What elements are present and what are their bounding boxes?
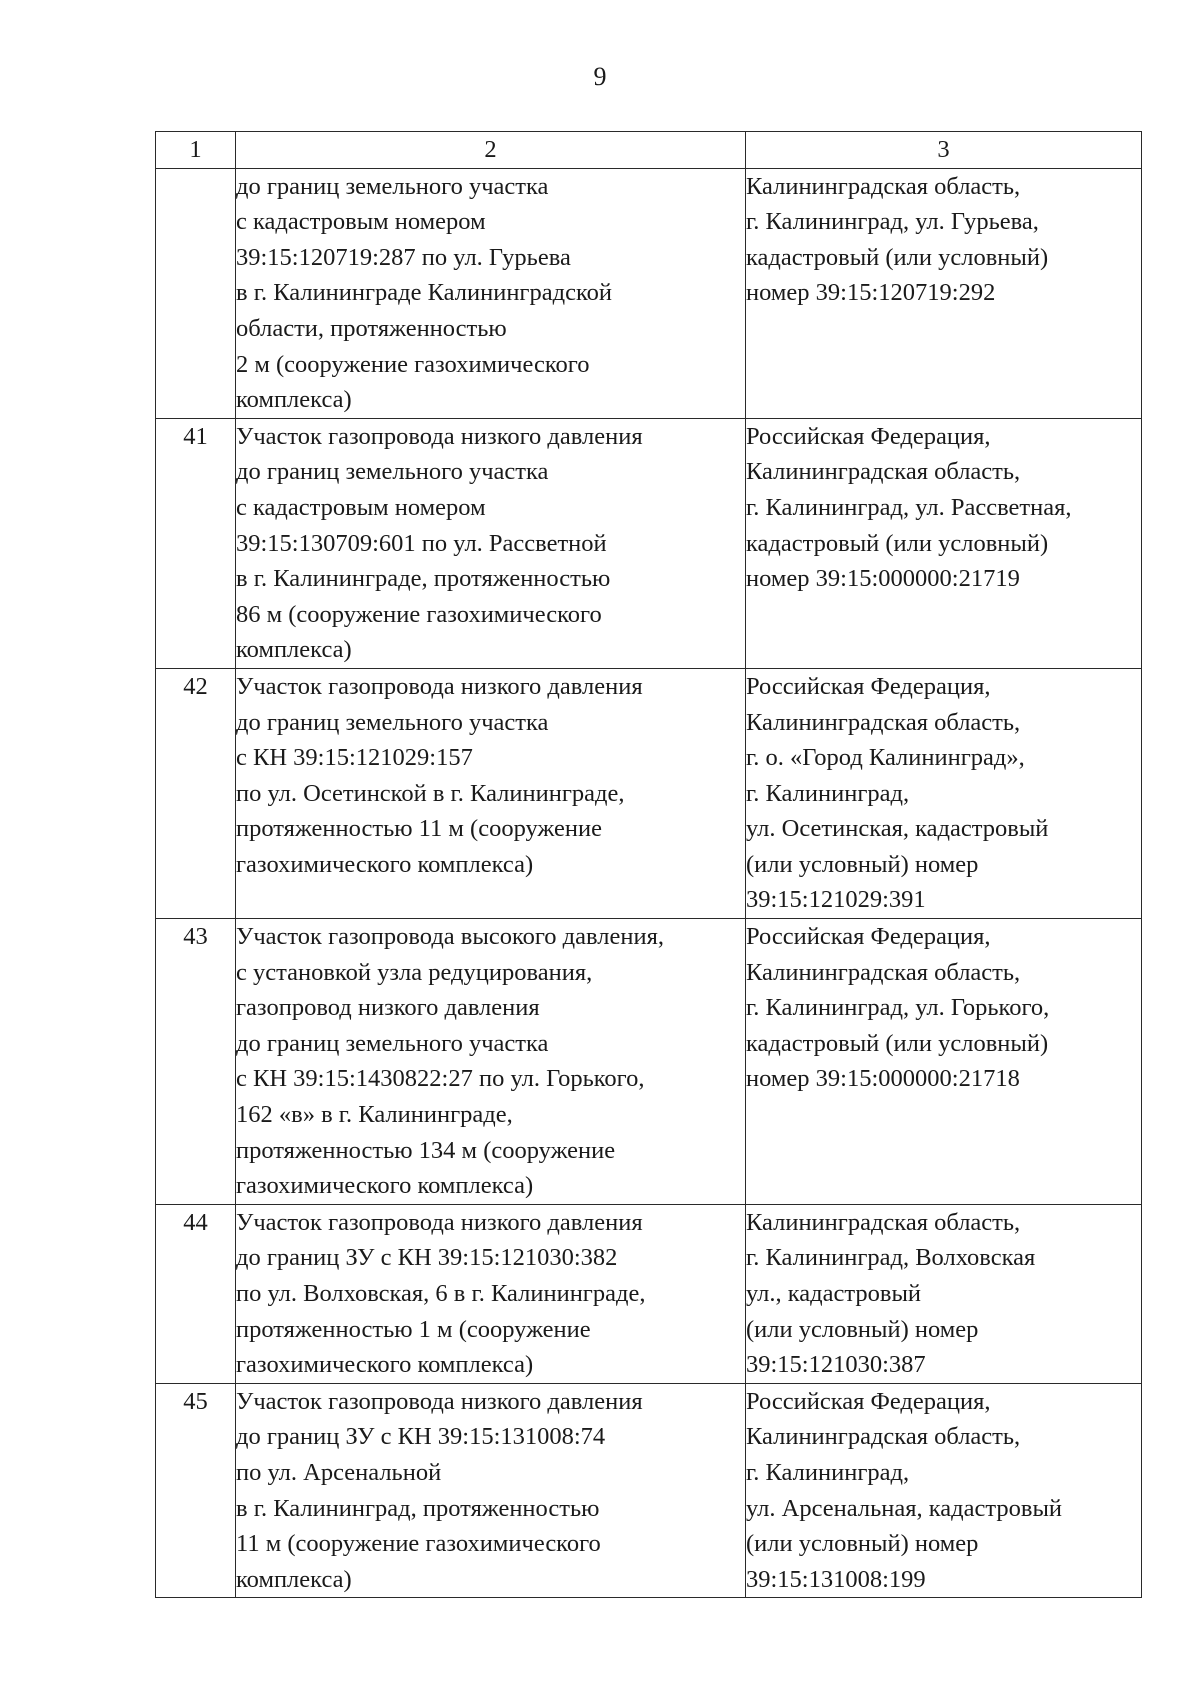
address-cell (746, 168, 1142, 418)
address-line: (или условный) номер (746, 850, 979, 878)
address-cell (746, 919, 1142, 1205)
address-line: г. Калининград, ул. Рассветная, (746, 493, 1072, 521)
description-line: в г. Калининград, протяженностью (236, 1494, 600, 1522)
registry-table (155, 131, 1142, 1598)
address-line: Калининградская область, (746, 172, 1021, 200)
address-line: 39:15:131008:199 (746, 1565, 926, 1593)
table-header-row (156, 132, 1142, 169)
description-line: в г. Калининграде, протяженностью (236, 565, 611, 593)
description-line: Участок газопровода низкого давления (236, 672, 643, 700)
description-line: по ул. Арсенальной (236, 1458, 442, 1486)
address-line: 39:15:121030:387 (746, 1351, 926, 1379)
description-line: Участок газопровода низкого давления (236, 422, 643, 450)
description-line: с КН 39:15:1430822:27 по ул. Горького, (236, 1065, 645, 1093)
address-cell (746, 1204, 1142, 1383)
address-line: ул. Осетинская, кадастровый (746, 815, 1049, 843)
address-line: г. Калининград, ул. Горького, (746, 994, 1050, 1022)
description-line: комплекса) (236, 636, 352, 664)
description-cell (236, 418, 746, 668)
description-line: протяженностью 1 м (сооружение (236, 1315, 591, 1343)
description-line: с кадастровым номером (236, 493, 486, 521)
description-line: газопровод низкого давления (236, 994, 540, 1022)
address-cell (746, 1383, 1142, 1598)
address-line: Калининградская область, (746, 1423, 1021, 1451)
description-line: до границ земельного участка (236, 708, 549, 736)
description-line: Участок газопровода низкого давления (236, 1387, 643, 1415)
description-line: газохимического комплекса) (236, 850, 534, 878)
row-number-cell (156, 168, 236, 418)
address-line: Российская Федерация, (746, 1387, 991, 1415)
address-line: (или условный) номер (746, 1530, 979, 1558)
description-line: по ул. Волховская, 6 в г. Калининграде, (236, 1280, 646, 1307)
address-line: 39:15:121029:391 (746, 886, 926, 914)
description-line: в г. Калининграде Калининградской (236, 279, 612, 307)
address-line: Калининградская область, (746, 708, 1021, 736)
description-cell (236, 1204, 746, 1383)
description-line: 11 м (сооружение газохимического (236, 1530, 601, 1558)
description-line: до границ земельного участка (236, 458, 549, 486)
page-number: 9 (593, 62, 607, 91)
column-header-description: 2 (236, 132, 746, 169)
description-line: комплекса) (236, 1565, 352, 1593)
table-row (156, 668, 1142, 918)
address-line: кадастровый (или условный) (746, 1029, 1049, 1057)
address-line: номер 39:15:000000:21718 (746, 1065, 1020, 1093)
row-number-cell: 45 (156, 1383, 236, 1598)
description-line: 162 «в» в г. Калининграде, (236, 1101, 513, 1129)
row-number-cell: 42 (156, 668, 236, 918)
description-line: 39:15:130709:601 по ул. Рассветной (236, 529, 607, 557)
address-line: г. Калининград, Волховская (746, 1244, 1036, 1272)
row-number-cell: 44 (156, 1204, 236, 1383)
row-number-cell: 41 (156, 418, 236, 668)
description-line: протяженностью 134 м (сооружение (236, 1136, 616, 1164)
address-line: ул., кадастровый (746, 1280, 922, 1307)
description-cell (236, 668, 746, 918)
address-line: номер 39:15:120719:292 (746, 279, 996, 307)
description-line: Участок газопровода низкого давления (236, 1208, 643, 1236)
description-line: по ул. Осетинской в г. Калининграде, (236, 779, 625, 807)
column-header-address: 3 (746, 132, 1142, 169)
description-line: 86 м (сооружение газохимического (236, 600, 602, 628)
description-line: Участок газопровода высокого давления, (236, 923, 664, 951)
description-line: 2 м (сооружение газохимического (236, 350, 590, 378)
address-line: Российская Федерация, (746, 672, 991, 700)
table-row (156, 418, 1142, 668)
description-line: 39:15:120719:287 по ул. Гурьева (236, 243, 571, 271)
description-line: до границ ЗУ с КН 39:15:121030:382 (236, 1244, 618, 1272)
address-line: г. о. «Город Калининград», (746, 744, 1025, 772)
description-line: с установкой узла редуцирования, (236, 958, 593, 986)
address-line: Российская Федерация, (746, 422, 991, 450)
address-line: г. Калининград, ул. Гурьева, (746, 208, 1039, 236)
address-line: ул. Арсенальная, кадастровый (746, 1494, 1063, 1522)
address-cell (746, 668, 1142, 918)
description-line: области, протяженностью (236, 314, 507, 342)
table-row (156, 1383, 1142, 1598)
address-line: Калининградская область, (746, 958, 1021, 986)
address-line: Калининградская область, (746, 1208, 1021, 1236)
address-line: кадастровый (или условный) (746, 243, 1049, 271)
description-cell (236, 1383, 746, 1598)
row-number-cell: 43 (156, 919, 236, 1205)
table-body (156, 168, 1142, 1598)
description-line: до границ земельного участка (236, 1029, 549, 1057)
description-line: комплекса) (236, 386, 352, 414)
address-line: кадастровый (или условный) (746, 529, 1049, 557)
address-line: Калининградская область, (746, 458, 1021, 486)
table-row (156, 168, 1142, 418)
address-line: номер 39:15:000000:21719 (746, 565, 1020, 593)
description-cell (236, 168, 746, 418)
description-line: до границ земельного участка (236, 172, 549, 200)
address-line: г. Калининград, (746, 779, 910, 807)
description-line: протяженностью 11 м (сооружение (236, 815, 602, 843)
column-header-number: 1 (156, 132, 236, 169)
address-line: г. Калининград, (746, 1458, 910, 1486)
description-line: газохимического комплекса) (236, 1172, 534, 1200)
address-line: Российская Федерация, (746, 923, 991, 951)
description-line: до границ ЗУ с КН 39:15:131008:74 (236, 1423, 606, 1451)
table-row (156, 919, 1142, 1205)
description-cell (236, 919, 746, 1205)
description-line: с КН 39:15:121029:157 (236, 744, 473, 772)
description-line: газохимического комплекса) (236, 1351, 534, 1379)
address-line: (или условный) номер (746, 1315, 979, 1343)
address-cell (746, 418, 1142, 668)
description-line: с кадастровым номером (236, 208, 486, 236)
table-row (156, 1204, 1142, 1383)
